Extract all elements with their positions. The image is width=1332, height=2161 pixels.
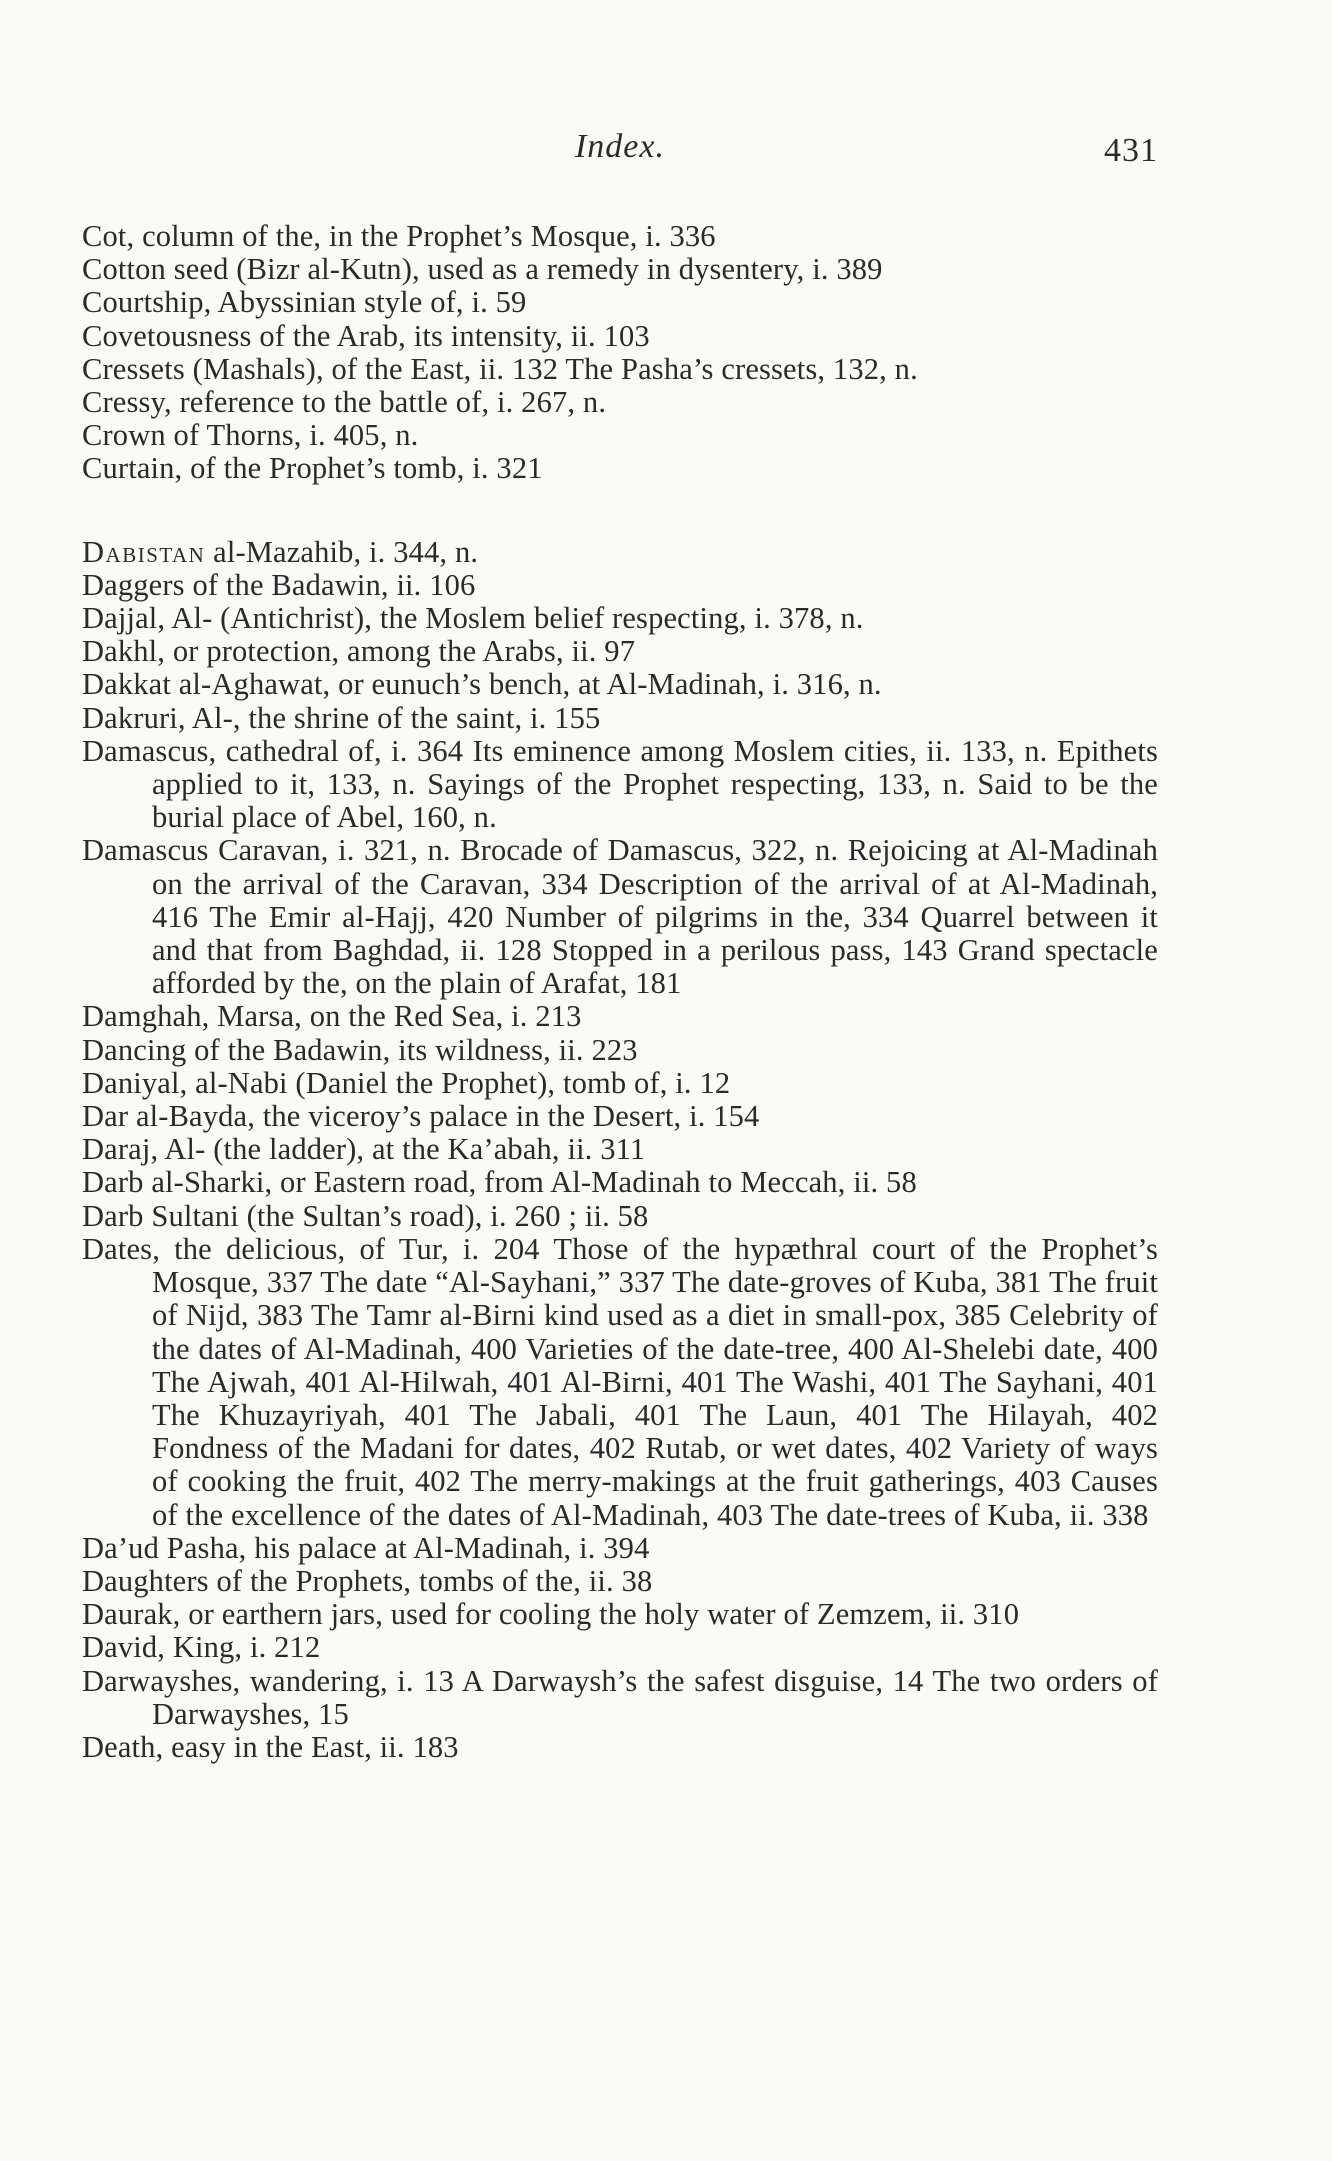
index-entry: Cotton seed (Bizr al-Kutn), used as a remedy in dysentery, i. 389 [82, 252, 883, 287]
index-entry: Cressy, reference to the battle of, i. 267, n. [82, 385, 607, 420]
index-page [82, 128, 1158, 1764]
index-entry: Damascus Caravan, i. 321, n. Brocade of Damascus, 322, n. Rejoicing at Al-Madinah on the arrival of the Caravan, 334 Description of the arrival of at Al-Madinah, 416 The Emir al-Hajj, 420 Number of pilgrims in the, 334 Quarrel between it and that from Baghdad, ii. 128 Stopped in a perilous pass, 143 Grand spectacle afforded by the, on the plain of Arafat, 181 [82, 833, 1158, 1001]
index-entry: Damascus, cathedral of, i. 364 Its eminence among Moslem cities, ii. 133, n. Epithets applied to it, 133, n. Sayings of the Prophet respecting, 133, n. Said to be the burial place of Abel, 160, n. [82, 733, 1158, 835]
index-entry: Courtship, Abyssinian style of, i. 59 [82, 285, 527, 320]
index-entry: Darwayshes, wandering, i. 13 A Darwaysh’s the safest disguise, 14 The two orders of Darwayshes, 15 [82, 1663, 1158, 1731]
page-number: 431 [1104, 132, 1158, 169]
index-entry: Curtain, of the Prophet’s tomb, i. 321 [82, 451, 543, 486]
index-entry: David, King, i. 212 [82, 1630, 321, 1665]
letter-lead-word: Dabistan [82, 534, 206, 569]
index-entry: Daurak, or earthern jars, used for cooling the holy water of Zemzem, ii. 310 [82, 1597, 1020, 1632]
index-entry: Darb Sultani (the Sultan’s road), i. 260 ; ii. 58 [82, 1198, 649, 1233]
index-entry: Darb al-Sharki, or Eastern road, from Al-Madinah to Meccah, ii. 58 [82, 1165, 917, 1200]
index-entry: Dakruri, Al-, the shrine of the saint, i. 155 [82, 700, 601, 735]
index-entry: Dancing of the Badawin, its wildness, ii. 223 [82, 1032, 638, 1067]
index-entry-first [82, 536, 1158, 569]
index-entry: Dates, the delicious, of Tur, i. 204 Those of the hypæthral court of the Prophet’s Mosque, 337 The date “Al-Sayhani,” 337 The date-groves of Kuba, 381 The fruit of Nijd, 383 The Tamr al-Birni kind used as a diet in small-pox, 385 Celebrity of the dates of Al-Madinah, 400 Varieties of the date-tree, 400 Al-Shelebi date, 400 The Ajwah, 401 Al-Hilwah, 401 Al-Birni, 401 The Washi, 401 The Sayhani, 401 The Khuzayriyah, 401 The Jabali, 401 The Laun, 401 The Hilayah, 402 Fondness of the Madani for dates, 402 Rutab, or wet dates, 402 Variety of ways of cooking the fruit, 402 The merry-makings at the fruit gatherings, 403 Causes of the excellence of the dates of Al-Madinah, 403 The date-trees of Kuba, ii. 338 [82, 1231, 1158, 1532]
index-entry: Dakkat al-Aghawat, or eunuch’s bench, at Al-Madinah, i. 316, n. [82, 667, 882, 702]
index-entry: Crown of Thorns, i. 405, n. [82, 418, 419, 453]
index-entry: Daughters of the Prophets, tombs of the, ii. 38 [82, 1563, 653, 1598]
index-entry: Death, easy in the East, ii. 183 [82, 1729, 459, 1764]
index-entry: Dajjal, Al- (Antichrist), the Moslem belief respecting, i. 378, n. [82, 601, 864, 636]
index-entry: Dar al-Bayda, the viceroy’s palace in the Desert, i. 154 [82, 1099, 760, 1134]
index-group-c [82, 220, 1158, 486]
index-entry: Cressets (Mashals), of the East, ii. 132 The Pasha’s cressets, 132, n. [82, 351, 918, 386]
index-entry: Daraj, Al- (the ladder), at the Ka’abah, ii. 311 [82, 1132, 646, 1167]
page-title: Index. [574, 128, 665, 165]
index-entry: Covetousness of the Arab, its intensity, ii. 103 [82, 318, 650, 353]
index-entry: Daniyal, al-Nabi (Daniel the Prophet), tomb of, i. 12 [82, 1065, 731, 1100]
index-group-d [82, 536, 1158, 1765]
index-entry: Dakhl, or protection, among the Arabs, ii. 97 [82, 634, 636, 669]
index-entry-text: al-Mazahib, i. 344, n. [205, 534, 479, 569]
index-entry: Cot, column of the, in the Prophet’s Mosque, i. 336 [82, 219, 716, 253]
index-entry: Damghah, Marsa, on the Red Sea, i. 213 [82, 999, 582, 1034]
running-head [82, 128, 1158, 176]
index-entry: Da’ud Pasha, his palace at Al-Madinah, i. 394 [82, 1530, 650, 1565]
index-entry: Daggers of the Badawin, ii. 106 [82, 567, 476, 602]
